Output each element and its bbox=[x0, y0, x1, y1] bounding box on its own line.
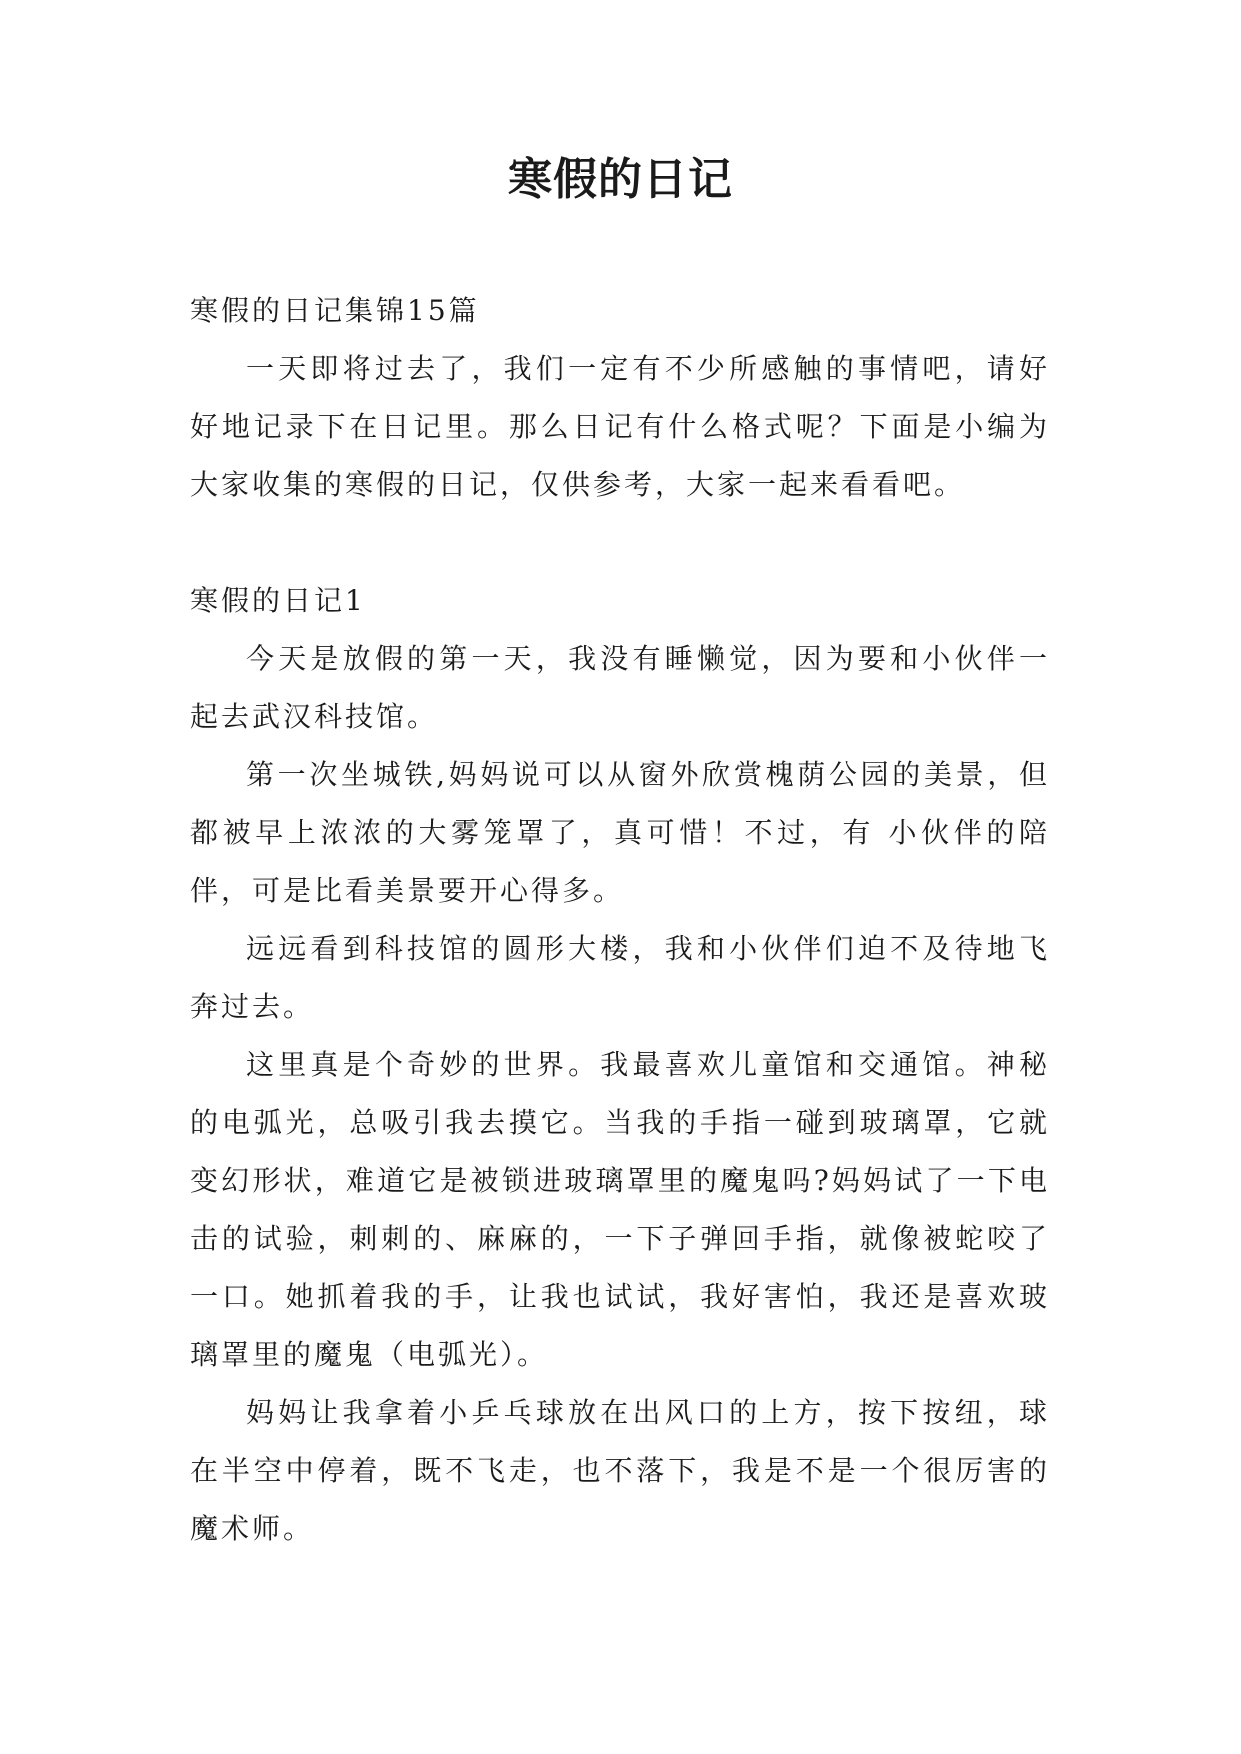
collection-subtitle: 寒假的日记集锦15篇 bbox=[190, 294, 480, 327]
document-title: 寒假的日记 bbox=[508, 154, 733, 205]
body-paragraph: 远远看到科技馆的圆形大楼，我和小伙伴们迫不及待地飞奔过去。 bbox=[190, 932, 1050, 1023]
body-paragraph: 今天是放假的第一天，我没有睡懒觉，因为要和小伙伴一起去武汉科技馆。 bbox=[190, 642, 1050, 733]
body-paragraph: 这里真是个奇妙的世界。我最喜欢儿童馆和交通馆。神秘的电弧光，总吸引我去摸它。当我的手指一碰到玻璃罩，它就变幻形状，难道它是被锁进玻璃罩里的魔鬼吗?妈妈试了一下电击的试验，刺刺的、麻麻的，一下子弹回手指，就像被蛇咬了一口。她抓着我的手，让我也试试，我好害怕，我还是喜欢玻璃罩里的魔鬼（电弧光）。 bbox=[190, 1048, 1050, 1371]
body-paragraph: 第一次坐城铁,妈妈说可以从窗外欣赏槐荫公园的美景，但都被早上浓浓的大雾笼罩了，真可惜！不过，有 小伙伴的陪伴，可是比看美景要开心得多。 bbox=[190, 758, 1050, 907]
section-heading: 寒假的日记1 bbox=[190, 584, 366, 617]
intro-paragraph: 一天即将过去了，我们一定有不少所感触的事情吧，请好好地记录下在日记里。那么日记有什么格式呢？下面是小编为大家收集的寒假的日记，仅供参考，大家一起来看看吧。 bbox=[190, 352, 1050, 501]
document-body bbox=[190, 282, 1050, 1558]
section-spacer bbox=[190, 514, 1050, 572]
body-paragraph: 妈妈让我拿着小乒乓球放在出风口的上方，按下按纽，球在半空中停着，既不飞走，也不落下，我是不是一个很厉害的魔术师。 bbox=[190, 1396, 1050, 1545]
